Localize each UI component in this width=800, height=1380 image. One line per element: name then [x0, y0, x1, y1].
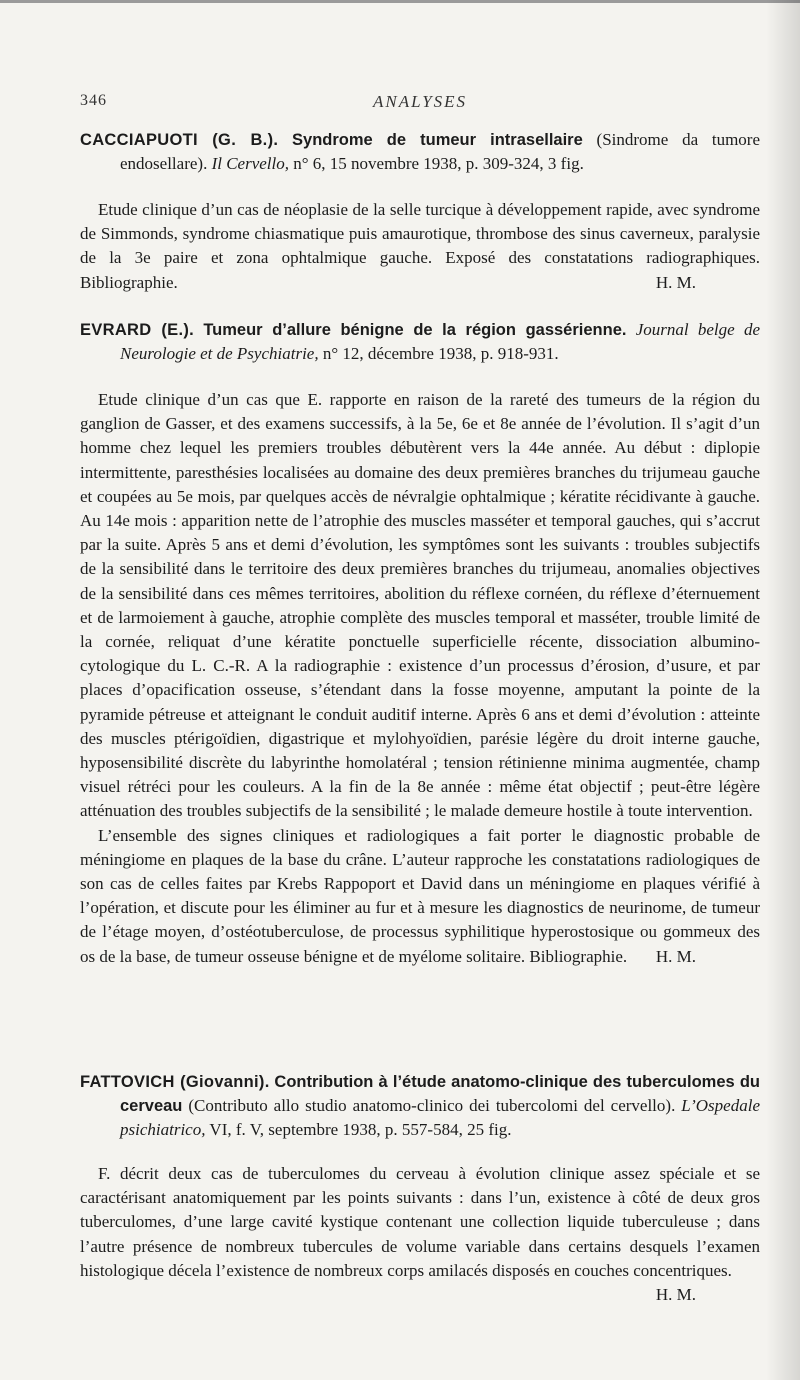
abstract-paragraph: L’ensemble des signes cliniques et radiologiques a fait porter le diagnostic probable de méningiome en plaques de la base du crâne. L’auteur rapproche les constatations radiologiques de son cas de celles faites par Krebs Rappoport et David dans un méningiome en plaques vérifié à l’opération, et discute pour les éliminer au fur et à mesure les diagnostics de neurinome, de tumeur de l’étage moyen, d’ostéotuberculose, de processus syphilitique hyperostosique ou gommeux des os de la base, de tumeur osseuse bénigne et de myélome solitaire. Bibliographie. H. M. — [80, 824, 760, 969]
author-name: EVRARD (E.). — [80, 321, 195, 339]
article-title: Contribution à l’étude anatomo-clinique des tuberculomes du cerveau — [120, 1073, 761, 1115]
article-title: Tumeur d’allure bénigne de la région gassérienne. — [203, 321, 627, 339]
abstract-paragraph: F. décrit deux cas de tuberculomes du cerveau à évolution clinique assez spéciale et se caractérisant anatomiquement par les points suivants : dans l’un, existence à côté de deux gros tuberculomes, d’une large cavité kystique contenant une collection liquide tuberculeuse ; dans l’autre présence de nombreux tubercules de volume variable dans certains desquels l’examen histologique décela l’existence de nombreux corps amilacés disposés en couches concentriques. H. M. — [80, 1162, 760, 1283]
citation-details: n° 12, décembre 1938, p. 918-931. — [322, 344, 559, 363]
bibliographic-reference — [80, 318, 760, 366]
article-title: Syndrome de tumeur intrasellaire — [292, 131, 583, 149]
author-name: FATTOVICH (Giovanni). — [80, 1073, 270, 1091]
page-header — [80, 92, 760, 116]
page-number: 346 — [80, 92, 107, 109]
reviewer-signature: H. M. — [655, 946, 696, 966]
abstract-paragraph: Etude clinique d’un cas de néoplasie de la selle turcique à développement rapide, avec syndrome de Simmonds, syndrome chiasmatique puis amaurotique, thrombose des sinus caverneux, paralysie de la 3e paire et zona ophtalmique gauche. Exposé des constatations radiographiques. Bibliographie. H. M. — [80, 198, 760, 295]
review-entry — [80, 1070, 760, 1307]
review-entry — [80, 318, 760, 969]
running-title: ANALYSES — [372, 92, 468, 111]
bibliographic-reference — [80, 128, 760, 176]
citation-details: VI, f. V, septembre 1938, p. 557-584, 25 fig. — [209, 1120, 512, 1139]
binding-shadow — [766, 0, 800, 1380]
abstract-paragraph: Etude clinique d’un cas que E. rapporte en raison de la rareté des tumeurs de la région du ganglion de Gasser, et des examens successifs, à la 5e, 6e et 8e année de l’évolution. Il s’agit d’un homme chez lequel les premiers troubles débutèrent vers la 44e année. Au début : diplopie intermittente, paresthésies localisées au domaine des deux premières branches du trijumeau gauche et coupées au 5e mois, par quelques accès de névralgie ophtalmique ; kératite récidivante à gauche. Au 14e mois : apparition nette de l’atrophie des muscles masséter et temporal gauches, qui s’accrut par la suite. Après 5 ans et demi d’évolution, les symptômes sont les suivants : troubles subjectifs de la sensibilité dans le territoire des deux premières branches du trijumeau, anomalies objectives de la sensibilité dans ces mêmes territoires, abolition du réflexe cornéen, du réflexe d’éternuement et de larmoiement à gauche, atrophie complète des muscles temporal et masséter, trouble limité de la cornée, reliquat d’une kératite ponctuelle superficielle récente, dissociation albumino-cytologique du L. C.-R. A la radiographie : existence d’un processus d’érosion, d’usure, et par places d’opacification osseuse, s’étendant dans la fosse moyenne, amputant la pointe de la pyramide pétreuse et atteignant le conduit auditif interne. Après 6 ans et demi d’évolution : atteinte des muscles ptérigoïdien, digastrique et mylohyoïdien, parésie légère du droit interne gauche, hyposensibilité discrète du labyrinthe homolatéral ; tension rétinienne minima augmentée, champ visuel rétréci pour les couleurs. A la fin de la 8e année : même état objectif ; peut-être légère atténuation des troubles subjectifs de la sensibilité ; le malade demeure hostile à toute intervention. — [80, 390, 760, 821]
top-edge-rule — [0, 0, 800, 3]
reviewer-signature: H. M. — [655, 1285, 696, 1305]
original-title: (Sindrome da tumore endosellare). — [120, 130, 761, 173]
review-entry — [80, 128, 760, 295]
journal-name: Journal belge de Neurologie et de Psychiatrie, — [120, 320, 760, 363]
bibliographic-reference — [80, 1070, 760, 1142]
journal-name: L’Ospedale psichiatrico, — [120, 1096, 760, 1139]
author-name: CACCIAPUOTI (G. B.). — [80, 131, 279, 149]
original-title: (Contributo allo studio anatomo-clinico dei tubercolomi del cervello). — [188, 1096, 676, 1115]
reviewer-signature: H. M. — [655, 272, 696, 292]
citation-details: n° 6, 15 novembre 1938, p. 309-324, 3 fig. — [293, 154, 584, 173]
journal-name: Il Cervello, — [211, 154, 289, 173]
